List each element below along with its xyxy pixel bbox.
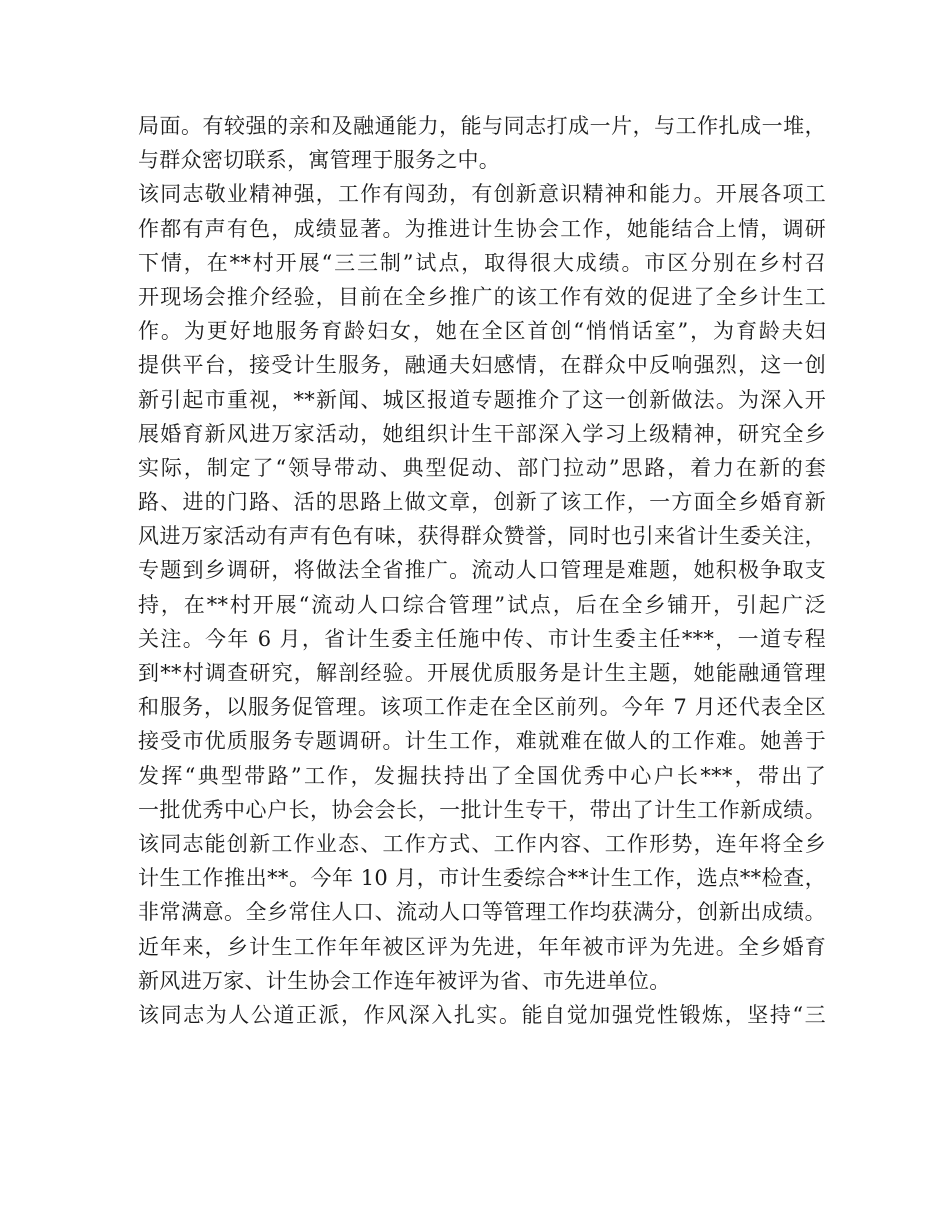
text-line: 与群众密切联系，寓管理于服务之中。 (138, 148, 501, 173)
text-line: 非常满意。全乡常住人口、流动人口等管理工作均获满分，创新出成绩。 (138, 900, 826, 925)
text-line: 关注。今年 6 月，省计生委主任施中传、市计生委主任***，一道专程 (138, 626, 826, 651)
text-line: 该同志敬业精神强，工作有闯劲，有创新意识精神和能力。开展各项工 (138, 182, 826, 207)
text-line: 新风进万家、计生协会工作连年被评为省、市先进单位。 (138, 968, 671, 993)
text-line: 新引起市重视，**新闻、城区报道专题推介了这一创新做法。为深入开 (138, 387, 826, 412)
text-line: 作都有声有色，成绩显著。为推进计生协会工作，她能结合上情，调研 (138, 216, 826, 241)
text-line: 路、进的门路、活的思路上做文章，创新了该工作，一方面全乡婚育新 (138, 490, 826, 515)
text-line: 下情，在**村开展“三三制”试点，取得很大成绩。市区分别在乡村召 (138, 250, 826, 275)
text-line: 到**村调查研究，解剖经验。开展优质服务是计生主题，她能融通管理 (138, 661, 826, 685)
text-line: 该同志能创新工作业态、工作方式、工作内容、工作形势，连年将全乡 (138, 831, 826, 856)
document-body-text (138, 109, 826, 1032)
text-line: 该同志为人公道正派，作风深入扎实。能自觉加强党性锻炼，坚持“三 (138, 1002, 826, 1027)
text-line: 和服务，以服务促管理。该项工作走在全区前列。今年 7 月还代表全区 (138, 695, 826, 720)
text-line: 局面。有较强的亲和及融通能力，能与同志打成一片，与工作扎成一堆， (138, 114, 826, 138)
text-line: 发挥“典型带路”工作，发掘扶持出了全国优秀中心户长***，带出了 (138, 763, 826, 788)
text-line: 计生工作推出**。今年 10 月，市计生委综合**计生工作，选点**检查， (138, 866, 826, 891)
text-line: 实际，制定了“领导带动、典型促动、部门拉动”思路，着力在新的套 (138, 455, 826, 480)
text-line: 接受市优质服务专题调研。计生工作，难就难在做人的工作难。她善于 (138, 729, 826, 754)
text-line: 近年来，乡计生工作年年被区评为先进，年年被市评为先进。全乡婚育 (138, 934, 826, 959)
text-line: 开现场会推介经验，目前在全乡推广的该工作有效的促进了全乡计生工 (138, 284, 826, 309)
text-line: 展婚育新风进万家活动，她组织计生干部深入学习上级精神，研究全乡 (138, 421, 826, 446)
text-line: 作。为更好地服务育龄妇女，她在全区首创“悄悄话室”，为育龄夫妇 (138, 319, 826, 344)
text-line: 提供平台，接受计生服务，融通夫妇感情，在群众中反响强烈，这一创 (138, 353, 826, 378)
text-line: 专题到乡调研，将做法全省推广。流动人口管理是难题，她积极争取支 (138, 558, 826, 583)
text-line: 持，在**村开展“流动人口综合管理”试点，后在全乡铺开，引起广泛 (138, 592, 826, 617)
text-line: 一批优秀中心户长，协会会长，一批计生专干，带出了计生工作新成绩。 (138, 797, 826, 822)
text-line: 风进万家活动有声有色有味，获得群众赞誉，同时也引来省计生委关注， (138, 524, 826, 549)
